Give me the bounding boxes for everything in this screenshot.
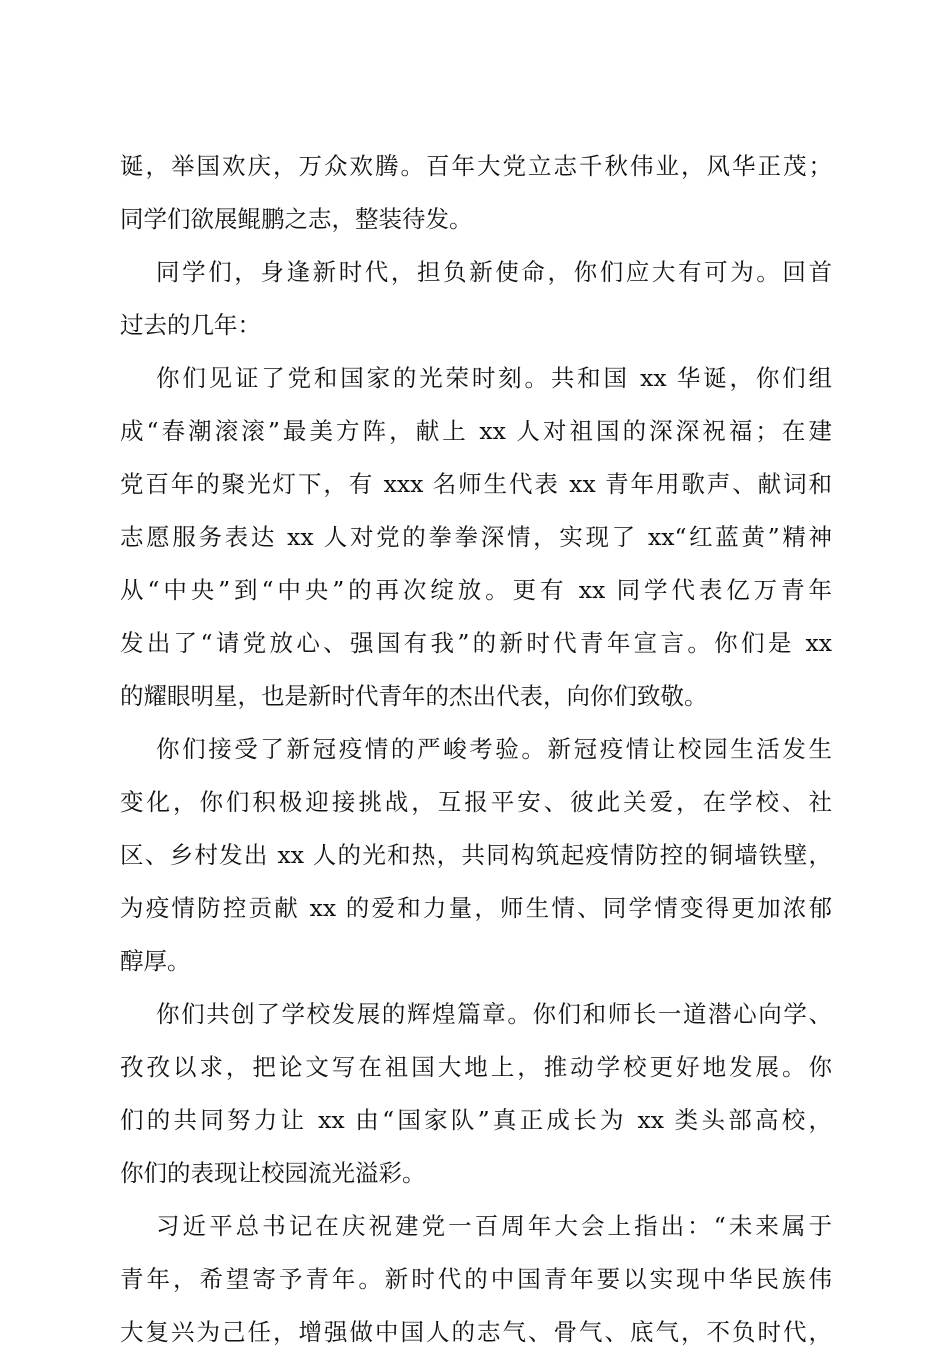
paragraph-3: [120, 352, 832, 723]
text-line: 的耀眼明星，也是新时代青年的杰出代表，向你们致敬。: [120, 682, 708, 710]
text-line: 志愿服务表达 xx 人对党的拳拳深情，实现了 xx“红蓝黄”精神: [120, 523, 832, 551]
text-line: 青年，希望寄予青年。新时代的中国青年要以实现中华民族伟: [120, 1265, 832, 1293]
text-line: 同学们欲展鲲鹏之志，整装待发。: [120, 205, 473, 233]
paragraph-5: [120, 988, 832, 1200]
text-line: 发出了“请党放心、强国有我”的新时代青年宣言。你们是 xx: [120, 629, 832, 657]
text-line: 大复兴为己任，增强做中国人的志气、骨气、底气，不负时代，: [120, 1318, 832, 1346]
text-line: 们的共同努力让 xx 由“国家队”真正成长为 xx 类头部高校，: [120, 1106, 832, 1134]
text-line: 你们接受了新冠疫情的严峻考验。新冠疫情让校园生活发生: [156, 735, 832, 763]
text-line: 同学们，身逢新时代，担负新使命，你们应大有可为。回首: [156, 258, 832, 286]
text-line: 为疫情防控贡献 xx 的爱和力量，师生情、同学情变得更加浓郁: [120, 894, 832, 922]
text-line: 变化，你们积极迎接挑战，互报平安、彼此关爱，在学校、社: [120, 788, 832, 816]
paragraph-2: [120, 246, 832, 352]
paragraph-1: [120, 140, 832, 246]
text-line: 诞，举国欢庆，万众欢腾。百年大党立志千秋伟业，风华正茂；: [120, 152, 832, 180]
text-line: 党百年的聚光灯下，有 xxx 名师生代表 xx 青年用歌声、献词和: [120, 470, 832, 498]
paragraph-4: [120, 723, 832, 988]
text-line: 习近平总书记在庆祝建党一百周年大会上指出：“未来属于: [156, 1212, 832, 1240]
text-line: 你们的表现让校园流光溢彩。: [120, 1159, 426, 1187]
text-line: 你们共创了学校发展的辉煌篇章。你们和师长一道潜心向学、: [156, 1000, 832, 1028]
text-line: 醇厚。: [120, 947, 191, 975]
text-line: 从“中央”到“中央”的再次绽放。更有 xx 同学代表亿万青年: [120, 576, 832, 604]
text-line: 区、乡村发出 xx 人的光和热，共同构筑起疫情防控的铜墙铁壁，: [120, 841, 832, 869]
text-line: 你们见证了党和国家的光荣时刻。共和国 xx 华诞，你们组: [156, 364, 832, 392]
body-text: [120, 140, 832, 1359]
text-line: 过去的几年：: [120, 311, 261, 339]
text-line: 孜孜以求，把论文写在祖国大地上，推动学校更好地发展。你: [120, 1053, 832, 1081]
paragraph-6: [120, 1200, 832, 1359]
text-line: 成“春潮滚滚”最美方阵，献上 xx 人对祖国的深深祝福；在建: [120, 417, 832, 445]
